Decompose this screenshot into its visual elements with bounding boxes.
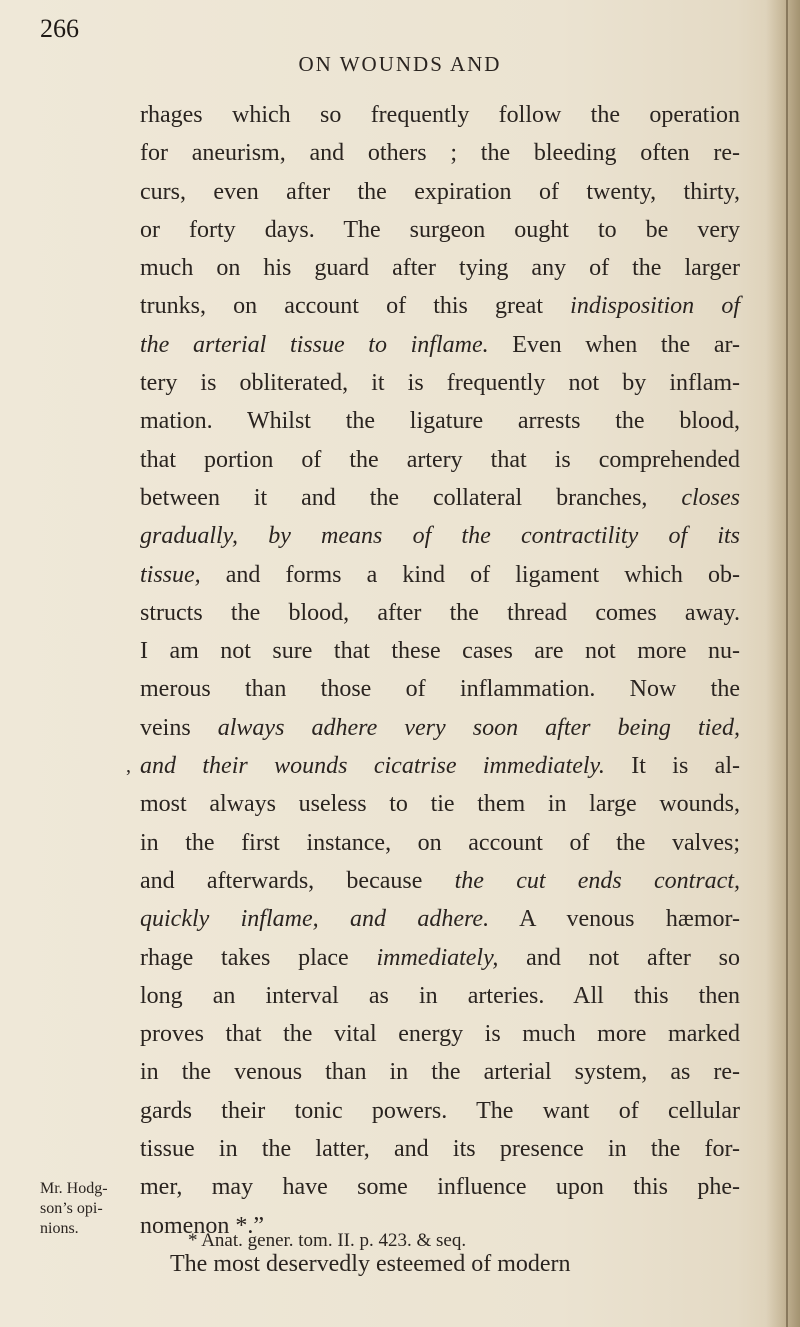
text-run: rhage takes place [140,944,377,971]
text-line [140,517,740,555]
footnote: * Anat. gener. tom. II. p. 423. & seq. [188,1230,467,1251]
text-run: mer, may have some influence upon this phe- [140,1174,740,1201]
text-line [140,632,740,670]
text-run: veins [140,714,218,741]
text-run: and not after so [498,944,740,971]
text-line [140,862,740,900]
italic-phrase: the cut ends contract, [454,867,740,894]
text-run: in the venous than in the arterial system, as re- [140,1059,740,1086]
text-run: A venous hæmor- [489,906,740,933]
text-line [140,1015,740,1053]
text-line [140,900,740,938]
text-run: The most deservedly esteemed of modern [170,1250,571,1277]
text-line [140,479,740,517]
text-line [140,173,740,211]
italic-phrase: indisposition of [570,293,740,320]
text-line [140,785,740,823]
italic-phrase: gradually, by means of the contractility of its [140,523,740,550]
text-run: proves that the vital energy is much more marked [140,1021,740,1048]
text-run: or forty days. The surgeon ought to be very [140,216,740,243]
marginal-note-line: Mr. Hodg- [40,1180,108,1197]
text-line [140,939,740,977]
margin-mark: , [126,755,131,778]
text-run: between it and the collateral branches, [140,484,682,511]
text-line [140,287,740,325]
text-run: long an interval as in arteries. All this then [140,982,740,1009]
text-line [140,211,740,249]
binding-edge [786,0,788,1327]
page-number: 266 [40,14,79,43]
text-run: It is al- [604,753,740,780]
text-run: that portion of the artery that is comprehended [140,446,740,473]
text-line [140,1053,740,1091]
text-line [140,402,740,440]
text-line [140,556,740,594]
text-line [140,249,740,287]
italic-phrase: and their wounds cicatrise immediately. [140,753,605,780]
text-line [140,96,740,134]
text-line [140,134,740,172]
text-run: rhages which so frequently follow the operation [140,102,740,128]
text-run: and afterwards, because [140,867,455,894]
marginal-note-line: nions. [40,1220,79,1237]
text-run: much on his guard after tying any of the larger [140,255,740,282]
text-run: and forms a kind of ligament which ob- [200,561,740,588]
text-run: nomenon *.” [140,1212,264,1239]
text-run: mation. Whilst the ligature arrests the blood, [140,408,740,435]
text-run: for aneurism, and others ; the bleeding often re- [140,140,740,167]
text-line [140,977,740,1015]
text-run: gards their tonic powers. The want of cellular [140,1097,740,1124]
body-text [126,96,740,1283]
italic-phrase: quickly inflame, and adhere. [140,906,490,933]
text-run: I am not sure that these cases are not more nu- [140,638,740,665]
text-line [140,441,740,479]
italic-phrase: closes [681,484,740,511]
marginal-note [40,1179,136,1239]
text-run: tery is obliterated, it is frequently not by inflam- [140,370,740,397]
text-line [140,1092,740,1130]
running-head: ON WOUNDS AND [298,52,502,76]
text-line [140,594,740,632]
italic-phrase: immediately, [376,944,499,971]
text-run: Even when the ar- [488,331,740,358]
text-run: trunks, on account of this great [140,293,571,320]
italic-phrase: the arterial tissue to inflame. [140,331,489,358]
text-run: curs, even after the expiration of twenty, thirty, [140,178,740,205]
text-line [140,1130,740,1168]
text-line [140,824,740,862]
marginal-note-line: son’s opi- [40,1200,103,1217]
text-run: tissue in the latter, and its presence in the for- [140,1136,740,1163]
text-line [140,1168,740,1206]
page-gutter [766,0,800,1327]
text-line [140,670,740,708]
text-run: most always useless to tie them in large wounds, [140,791,740,818]
text-run: in the first instance, on account of the valves; [140,829,740,856]
text-line [140,326,740,364]
italic-phrase: always adhere very soon after being tied, [217,714,740,741]
text-run: merous than those of inflammation. Now the [140,676,740,703]
italic-phrase: tissue, [140,561,201,588]
text-line [126,747,740,785]
text-line [140,709,740,747]
text-run: structs the blood, after the thread comes away. [140,599,740,626]
text-line [140,364,740,402]
